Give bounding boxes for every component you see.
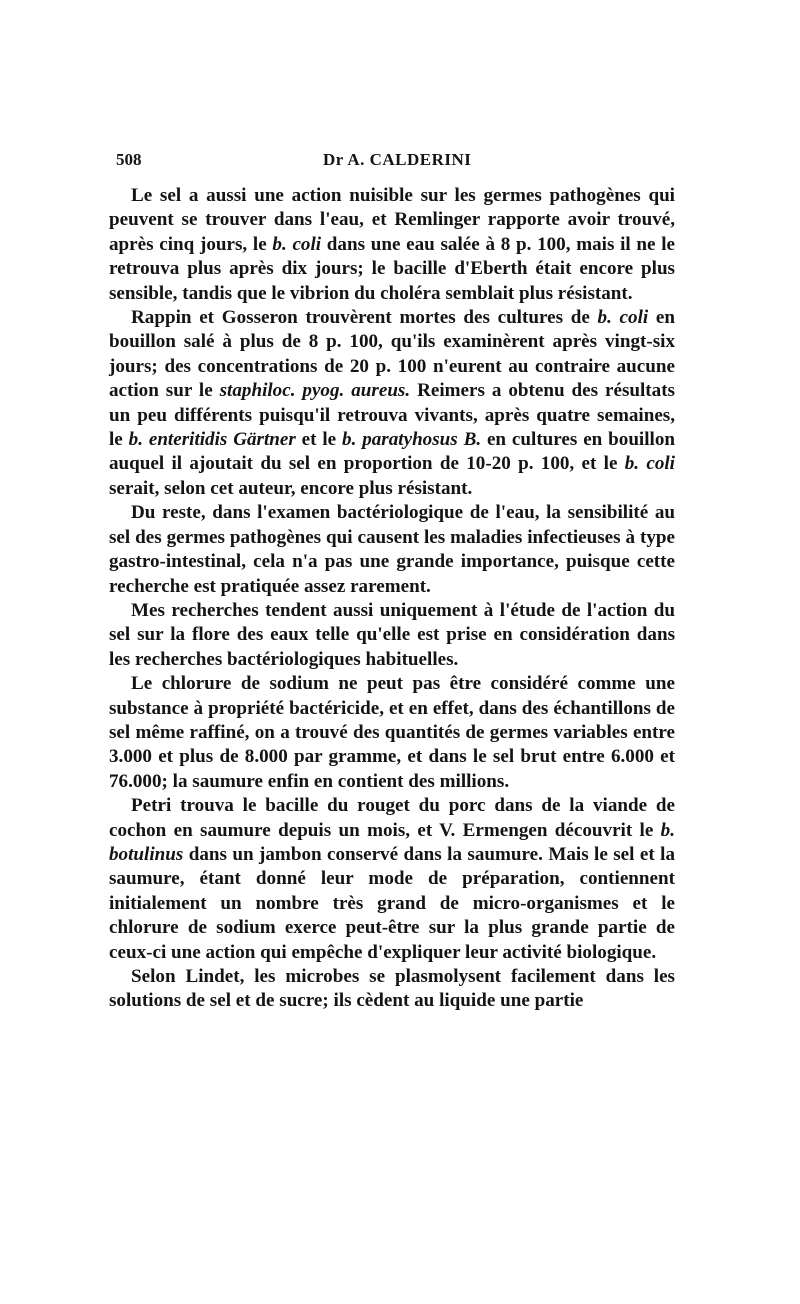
page-number: 508 — [116, 150, 142, 169]
text-fragment: Le sel a aussi une action nuisible sur les germes pathogènes qui peuvent se trouver dans l'eau, et Remlinger rapporte avoir trouvé, après cinq jours, le — [109, 185, 675, 255]
italic-fragment: b. paratyhosus B. — [342, 429, 482, 451]
running-title: Dr A. CALDERINI — [323, 150, 472, 169]
text-fragment: Du reste, dans l'examen bactériologique de l'eau, la sensibilité au sel des germes pathogènes qui causent les maladies infectieuses à type gastro-intestinal, cela n'a pas une grande importance, puisque cette recherche est pratiquée assez rarement. — [109, 502, 675, 597]
text-fragment: Rappin et Gosseron trouvèrent mortes des cultures de — [131, 307, 598, 329]
italic-fragment: staphiloc. pyog. aureus. — [219, 380, 411, 402]
text-fragment: et le — [295, 429, 343, 451]
italic-fragment: b. enteritidis Gärtner — [128, 429, 296, 451]
italic-fragment: b. coli — [597, 307, 649, 329]
italic-fragment: b. coli — [624, 453, 675, 475]
text-fragment: en cultures en bouillon auquel il ajoutait du sel en proportion de 10-20 p. 100, et le — [109, 429, 676, 475]
body-text — [109, 184, 675, 1014]
text-fragment: Mes recherches tendent aussi uniquement à l'étude de l'action du sel sur la flore des eaux telle qu'elle est prise en considération dans les recherches bactériologiques habituelles. — [109, 599, 675, 670]
text-fragment: dans une eau salée à 8 p. 100, mais il ne le retrouva plus après dix jours; le bacille d'Eberth était encore plus sensible, tandis que le vibrion du choléra semblait plus résistant. — [109, 233, 676, 304]
page-header — [109, 148, 675, 172]
text-fragment: Le chlorure de sodium ne peut pas être considéré comme une substance à propriété bactéricide, et en effet, dans des échantillons de sel même raffiné, on a trouvé des quantités de germes variables entre 3.000 et plus de 8.000 par gramme, et dans le sel brut entre 6.000 et 76.000; la saumure enfin en contient des millions. — [109, 673, 675, 792]
italic-fragment: b. coli — [272, 233, 322, 255]
paragraph — [109, 794, 675, 965]
text-fragment: dans un jambon conservé dans la saumure. Mais le sel et la saumure, étant donné leur mode de préparation, contiennent initialement un nombre très grand de micro-organismes et le chlorure de sodium exerce peut-être sur la plus grande partie de ceux-ci une action qui empêche d'expliquer leur activité biologique. — [109, 843, 675, 963]
paragraph — [109, 599, 675, 672]
text-fragment: en bouillon salé à plus de 8 p. 100, qu'ils examinèrent après vingt-six jours; des concentrations de 20 p. 100 n'eurent au contraire aucune action sur le — [109, 307, 675, 402]
text-fragment: serait, selon cet auteur, encore plus résistant. — [109, 477, 473, 499]
italic-fragment: b. botulinus — [109, 819, 675, 865]
paragraph — [109, 965, 675, 1014]
text-fragment: Reimers a obtenu des résultats un peu différents puisqu'il retrouva vivants, après quatre semaines, le — [109, 380, 675, 451]
paragraph — [109, 306, 675, 501]
paragraph — [109, 501, 675, 599]
text-fragment: Selon Lindet, les microbes se plasmolysent facilement dans les solutions de sel et de sucre; ils cèdent au liquide une partie — [109, 966, 675, 1012]
paragraph — [109, 184, 675, 306]
text-fragment: Petri trouva le bacille du rouget du porc dans de la viande de cochon en saumure depuis un mois, et V. Ermengen découvrit le — [109, 795, 675, 841]
paragraph — [109, 672, 675, 794]
